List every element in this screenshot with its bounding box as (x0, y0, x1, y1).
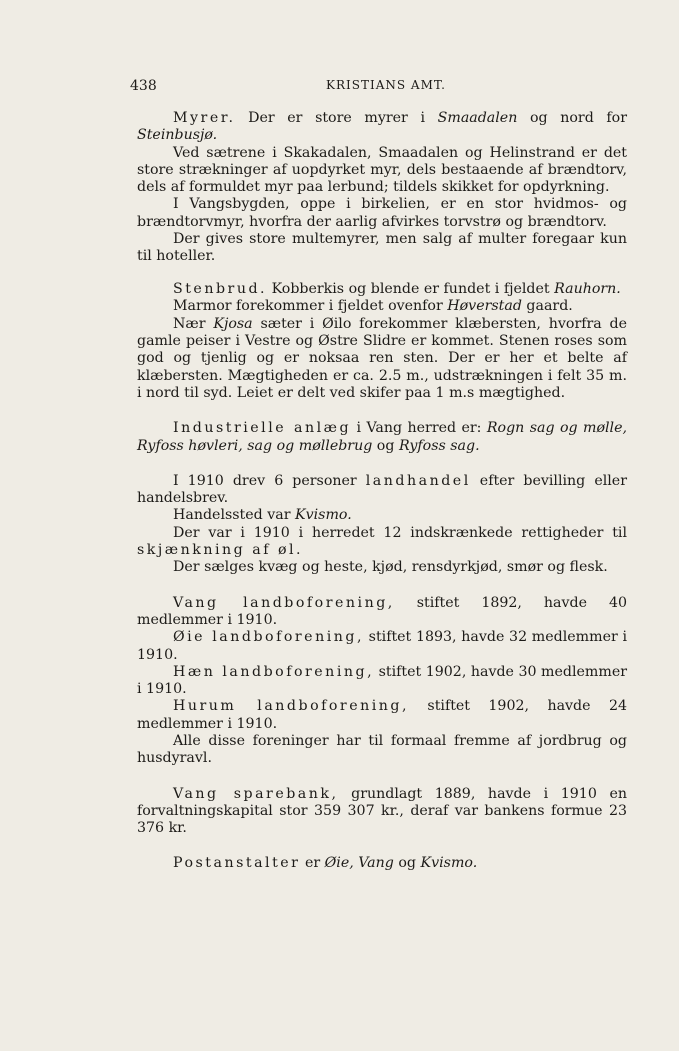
paragraph-forening: Vang landboforening, stiftet 1892, havde 40 medlemmer i 1910. (137, 594, 628, 628)
section-heading-post: Postanstalter (173, 855, 301, 872)
section-heading-industri: Industrielle anlæg (173, 420, 352, 437)
forening-name: Hæn landboforening, (173, 663, 375, 680)
paragraph-industri: Industrielle anlæg i Vang herred er: Rogn sag og mølle, Ryfoss høvleri, sag og møllebrug og Ryfoss sag. (137, 420, 627, 454)
page-header (130, 78, 630, 98)
paragraph: Alle disse foreninger har til formaal fremme af jordbrug og husdyravl. (137, 733, 627, 767)
paragraph: Handelssted var Kvismo. (173, 507, 352, 524)
paragraph: Der sælges kvæg og heste, kjød, rensdyrkjød, smør og flesk. (173, 559, 608, 576)
paragraph: I Vangsbygden, oppe i birkelien, er en stor hvidmos- og brændtorvmyr, hvorfra der aarlig afvirkes torvstrø og brændtorv. (137, 196, 627, 230)
paragraph-sparebank: Vang sparebank, grundlagt 1889, havde i 1910 en forvaltningskapital stor 359 307 kr., deraf var bankens formue 23 376 kr. (137, 785, 627, 837)
section-heading-myrer: Myrer. (173, 110, 236, 126)
section-heading-stenbrud: Stenbrud. (173, 281, 268, 298)
paragraph: Nær Kjosa sæter i Øilo forekommer klæbersten, hvorfra de gamle peiser i Vestre og Østre Slidre er kommet. Stenen roses som god og tjenlig og er noksaa ren sten. Der er her et belte af klæbersten. Mægtigheden er ca. 2.5 m., udstrækningen i felt 35 m. i nord til syd. Leiet er delt ved skifer paa 1 m.s mægtighed. (137, 315, 628, 401)
paragraph: Ved sætrene i Skakadalen, Smaadalen og Helinstrand er det store strækninger af uopdyrket myr, dels bestaaende af brændtorv, dels af formuldet myr paa lerbund; tildels skikket for opdyrkning. (137, 144, 627, 196)
paragraph: Marmor forekommer i fjeldet ovenfor Høverstad gaard. (173, 298, 573, 315)
paragraph: Der gives store multemyrer, men salg af multer foregaar kun til hoteller. (137, 231, 627, 265)
page-number: 438 (130, 78, 157, 94)
paragraph-handel: I 1910 drev 6 personer landhandel efter bevilling eller handelsbrev. (137, 472, 627, 507)
forening-name: Hurum landboforening, (173, 698, 410, 715)
paragraph: Der var i 1910 i herredet 12 indskrænkede rettigheder til skjænkning af øl. (137, 524, 627, 559)
forening-name: Øie landboforening, (173, 629, 364, 646)
section-heading-sparebank: Vang sparebank, (173, 785, 339, 802)
paragraph-forening: Øie landboforening, stiftet 1893, havde 32 medlemmer i 1910. (137, 629, 627, 663)
paragraph-myrer: Myrer. Der er store myrer i Smaadalen og nord for Steinbusjø. (137, 110, 627, 144)
paragraph-stenbrud: Stenbrud. Kobberkis og blende er fundet i fjeldet Rauhorn. (173, 281, 621, 298)
section-heading-landhandel: landhandel (365, 472, 471, 489)
paragraph-forening: Hæn landboforening, stiftet 1902, havde 30 medlemmer i 1910. (137, 663, 627, 698)
page-body (137, 110, 627, 873)
paragraph-post: Postanstalter er Øie, Vang og Kvismo. (173, 855, 478, 872)
paragraph-forening: Hurum landboforening, stiftet 1902, havde 24 medlemmer i 1910. (137, 698, 627, 732)
forening-name: Vang landboforening, (173, 594, 395, 611)
section-heading-skjaenkning: skjænkning af øl. (137, 542, 304, 559)
running-title: KRISTIANS AMT. (326, 78, 446, 92)
